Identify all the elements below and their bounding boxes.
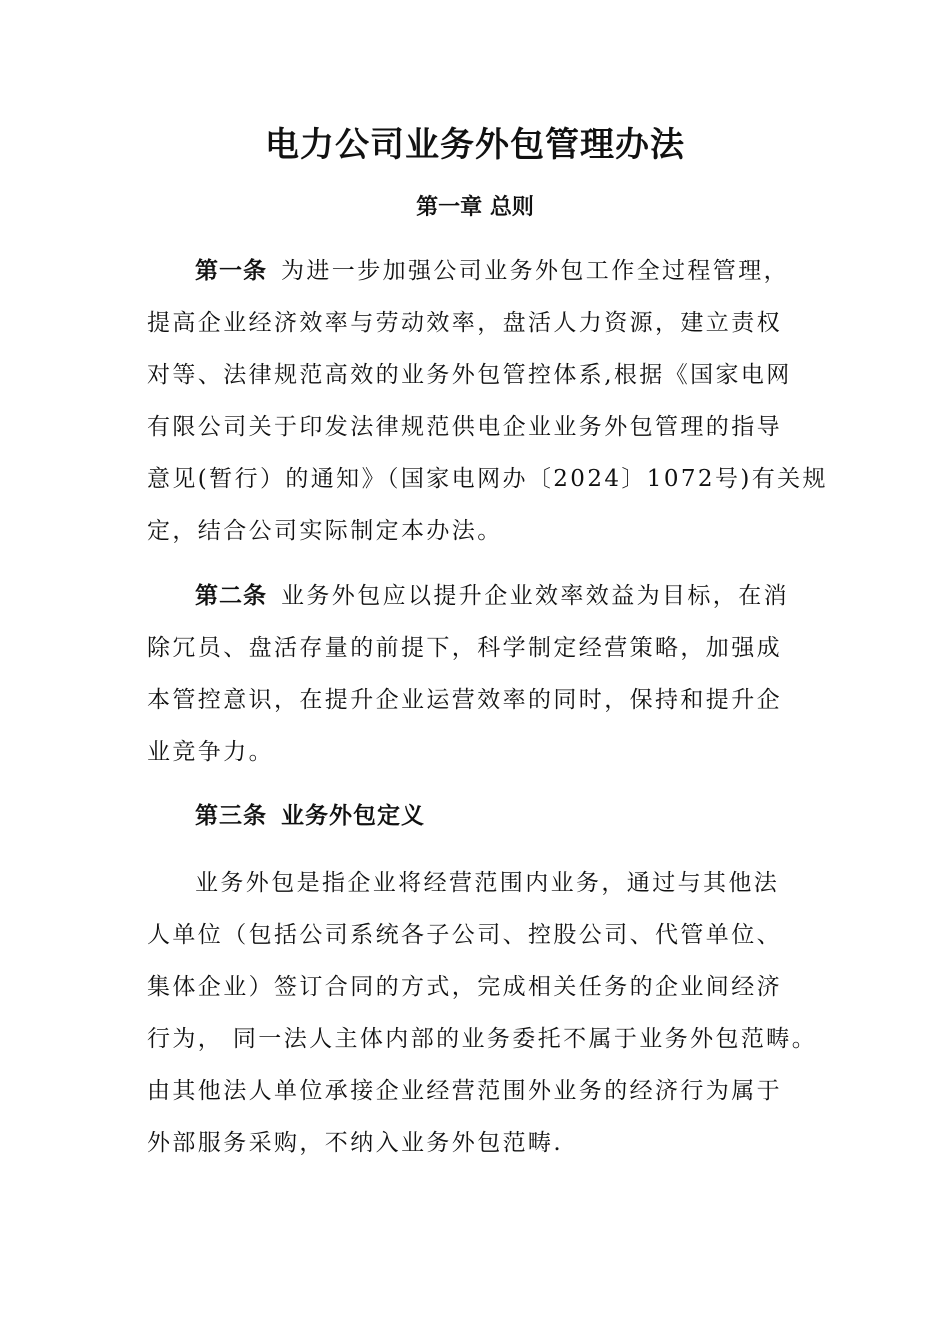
article-1-line-6: 定，结合公司实际制定本办法。 — [147, 518, 503, 544]
article-3-line-1: 业务外包是指企业将经营范围内业务，通过与其他法 — [195, 870, 780, 896]
chapter-heading: 第一章 总则 — [416, 195, 534, 220]
article-3-line-4: 行为， 同一法人主体内部的业务委托不属于业务外包范畴。 — [147, 1026, 818, 1052]
article-1-line-1 — [147, 245, 817, 297]
article-3-line-3: 集体企业）签订合同的方式，完成相关任务的企业间经济 — [147, 974, 782, 1000]
article-3-line-2: 人单位（包括公司系统各子公司、控股公司、代管单位、 — [147, 922, 782, 948]
article-2-line-1 — [147, 570, 817, 622]
article-2-label: 第二条 — [195, 583, 267, 609]
article-3-body — [147, 857, 817, 1169]
article-2 — [147, 570, 817, 778]
article-2-line-2: 除冗员、盘活存量的前提下，科学制定经营策略，加强成 — [147, 635, 782, 661]
article-1-line-5: 意见(暂行）的通知》（国家电网办〔2024〕1072号)有关规 — [147, 466, 828, 492]
article-1-line-3: 对等、法律规范高效的业务外包管控体系,根据《国家电网 — [147, 362, 792, 388]
article-2-line-4: 业竞争力。 — [147, 739, 274, 765]
article-1-text: 为进一步加强公司业务外包工作全过程管理， — [281, 258, 789, 284]
article-2-text: 业务外包应以提升企业效率效益为目标，在消 — [281, 583, 789, 609]
document-title: 电力公司业务外包管理办法 — [265, 125, 685, 165]
article-3-title: 业务外包定义 — [281, 803, 425, 829]
article-1-line-4: 有限公司关于印发法律规范供电企业业务外包管理的指导 — [147, 414, 782, 440]
article-3-line-6: 外部服务采购，不纳入业务外包范畴. — [147, 1130, 564, 1156]
article-3-label: 第三条 — [195, 803, 267, 829]
article-1-label: 第一条 — [195, 258, 267, 284]
article-3-line-5: 由其他法人单位承接企业经营范围外业务的经济行为属于 — [147, 1078, 782, 1104]
article-3-heading — [195, 790, 425, 842]
article-2-line-3: 本管控意识，在提升企业运营效率的同时，保持和提升企 — [147, 687, 782, 713]
article-1-line-2: 提高企业经济效率与劳动效率，盘活人力资源，建立责权 — [147, 310, 782, 336]
article-1 — [147, 245, 828, 557]
